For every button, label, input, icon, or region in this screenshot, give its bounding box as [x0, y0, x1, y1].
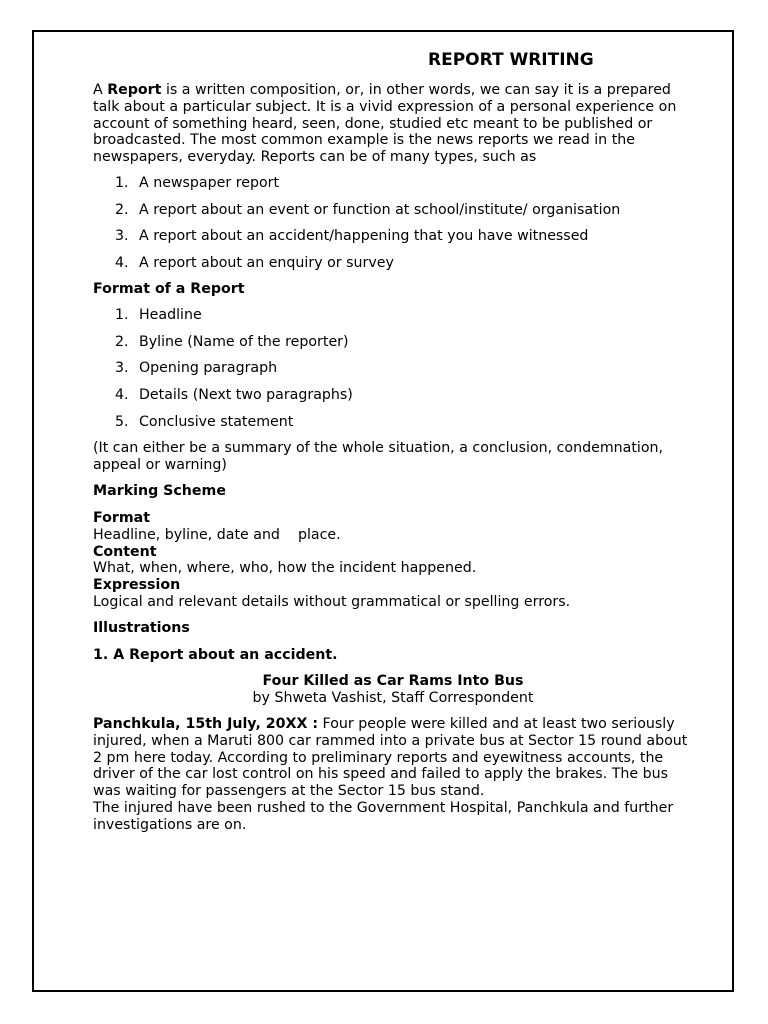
marking-format-label: Format — [93, 510, 150, 526]
list-item-text: A report about an accident/happening that you have witnessed — [139, 228, 589, 245]
list-item-text: A newspaper report — [139, 175, 280, 191]
list-item — [93, 202, 693, 229]
list-number: 2. — [115, 201, 129, 218]
format-note: (It can either be a summary of the whole situation, a conclusion, condemnation, appeal or warning) — [93, 440, 664, 473]
list-item — [93, 360, 693, 387]
marking-content-label: Content — [93, 543, 157, 560]
list-item-text: Opening paragraph — [139, 360, 278, 377]
marking-content-text: What, when, where, who, how the incident happened. — [93, 560, 477, 577]
marking-heading-text: Marking Scheme — [93, 483, 226, 499]
list-item-text: Conclusive statement — [139, 413, 294, 430]
page-title-text: REPORT WRITING — [428, 50, 594, 70]
format-heading — [93, 281, 693, 298]
list-number: 1. — [115, 307, 129, 323]
format-heading-text: Format of a Report — [93, 281, 245, 297]
list-item — [93, 307, 693, 334]
list-item-text: Byline (Name of the reporter) — [139, 333, 349, 350]
list-item-text: A report about an enquiry or survey — [139, 255, 394, 272]
marking-expression-label: Expression — [93, 577, 181, 594]
marking-expression-text: Logical and relevant details without grammatical or spelling errors. — [93, 593, 571, 610]
news-headline — [93, 673, 693, 690]
news-body-text: Four people were killed and at least two seriously injured, when a Maruti 800 car rammed into a private bus at Sector 15 round about 2 pm here today. According to preliminary reports and eyewitness accounts, the driver of the car lost control on his speed and failed to apply the brakes. The bus was waiting for passengers at the Sector 15 bus stand. — [93, 716, 688, 800]
marking-heading — [93, 483, 693, 500]
list-number: 4. — [115, 387, 129, 404]
list-number: 3. — [115, 360, 129, 377]
illustrations-heading — [93, 620, 693, 637]
news-dateline: Panchkula, 15th July, 20XX : — [93, 716, 319, 732]
news-body-text-2: The injured have been rushed to the Government Hospital, Panchkula and further investigations are on. — [93, 799, 674, 833]
list-item-text: Details (Next two paragraphs) — [139, 387, 353, 404]
format-list — [93, 307, 693, 440]
intro-lead: A — [93, 82, 108, 98]
list-number: 1. — [115, 175, 129, 191]
example-heading — [93, 647, 693, 664]
marking-scheme — [93, 510, 693, 611]
marking-format-text: Headline, byline, date and place. — [93, 526, 341, 543]
intro-rest: is a written composition, or, in other words, we can say it is a prepared talk about a particular subject. It is a vivid expression of a personal experience on account of something heard, seen, done, studied etc meant to be published or broadcasted. The most common example is the news reports we read in the newspapers, everyday. Reports can be of many types, such as — [93, 82, 677, 166]
list-item — [93, 255, 693, 282]
intro-paragraph — [93, 82, 693, 166]
list-item — [93, 387, 693, 414]
list-item — [93, 414, 693, 441]
page-title — [93, 50, 693, 70]
list-item-text: A report about an event or function at school/institute/ organisation — [139, 201, 621, 218]
list-number: 4. — [115, 255, 129, 272]
illustrations-heading-text: Illustrations — [93, 620, 190, 636]
report-types-list — [93, 175, 693, 282]
list-number: 3. — [115, 228, 129, 245]
news-body — [93, 716, 693, 834]
example-heading-text: 1. A Report about an accident. — [93, 647, 338, 663]
list-item — [93, 334, 693, 361]
list-number: 5. — [115, 413, 129, 430]
list-item — [93, 228, 693, 255]
list-number: 2. — [115, 333, 129, 350]
list-item-text: Headline — [139, 307, 202, 323]
intro-bold-term: Report — [107, 82, 162, 98]
list-item — [93, 175, 693, 202]
news-byline: by Shweta Vashist, Staff Correspondent — [252, 690, 534, 706]
news-headline-text: Four Killed as Car Rams Into Bus — [262, 673, 524, 689]
